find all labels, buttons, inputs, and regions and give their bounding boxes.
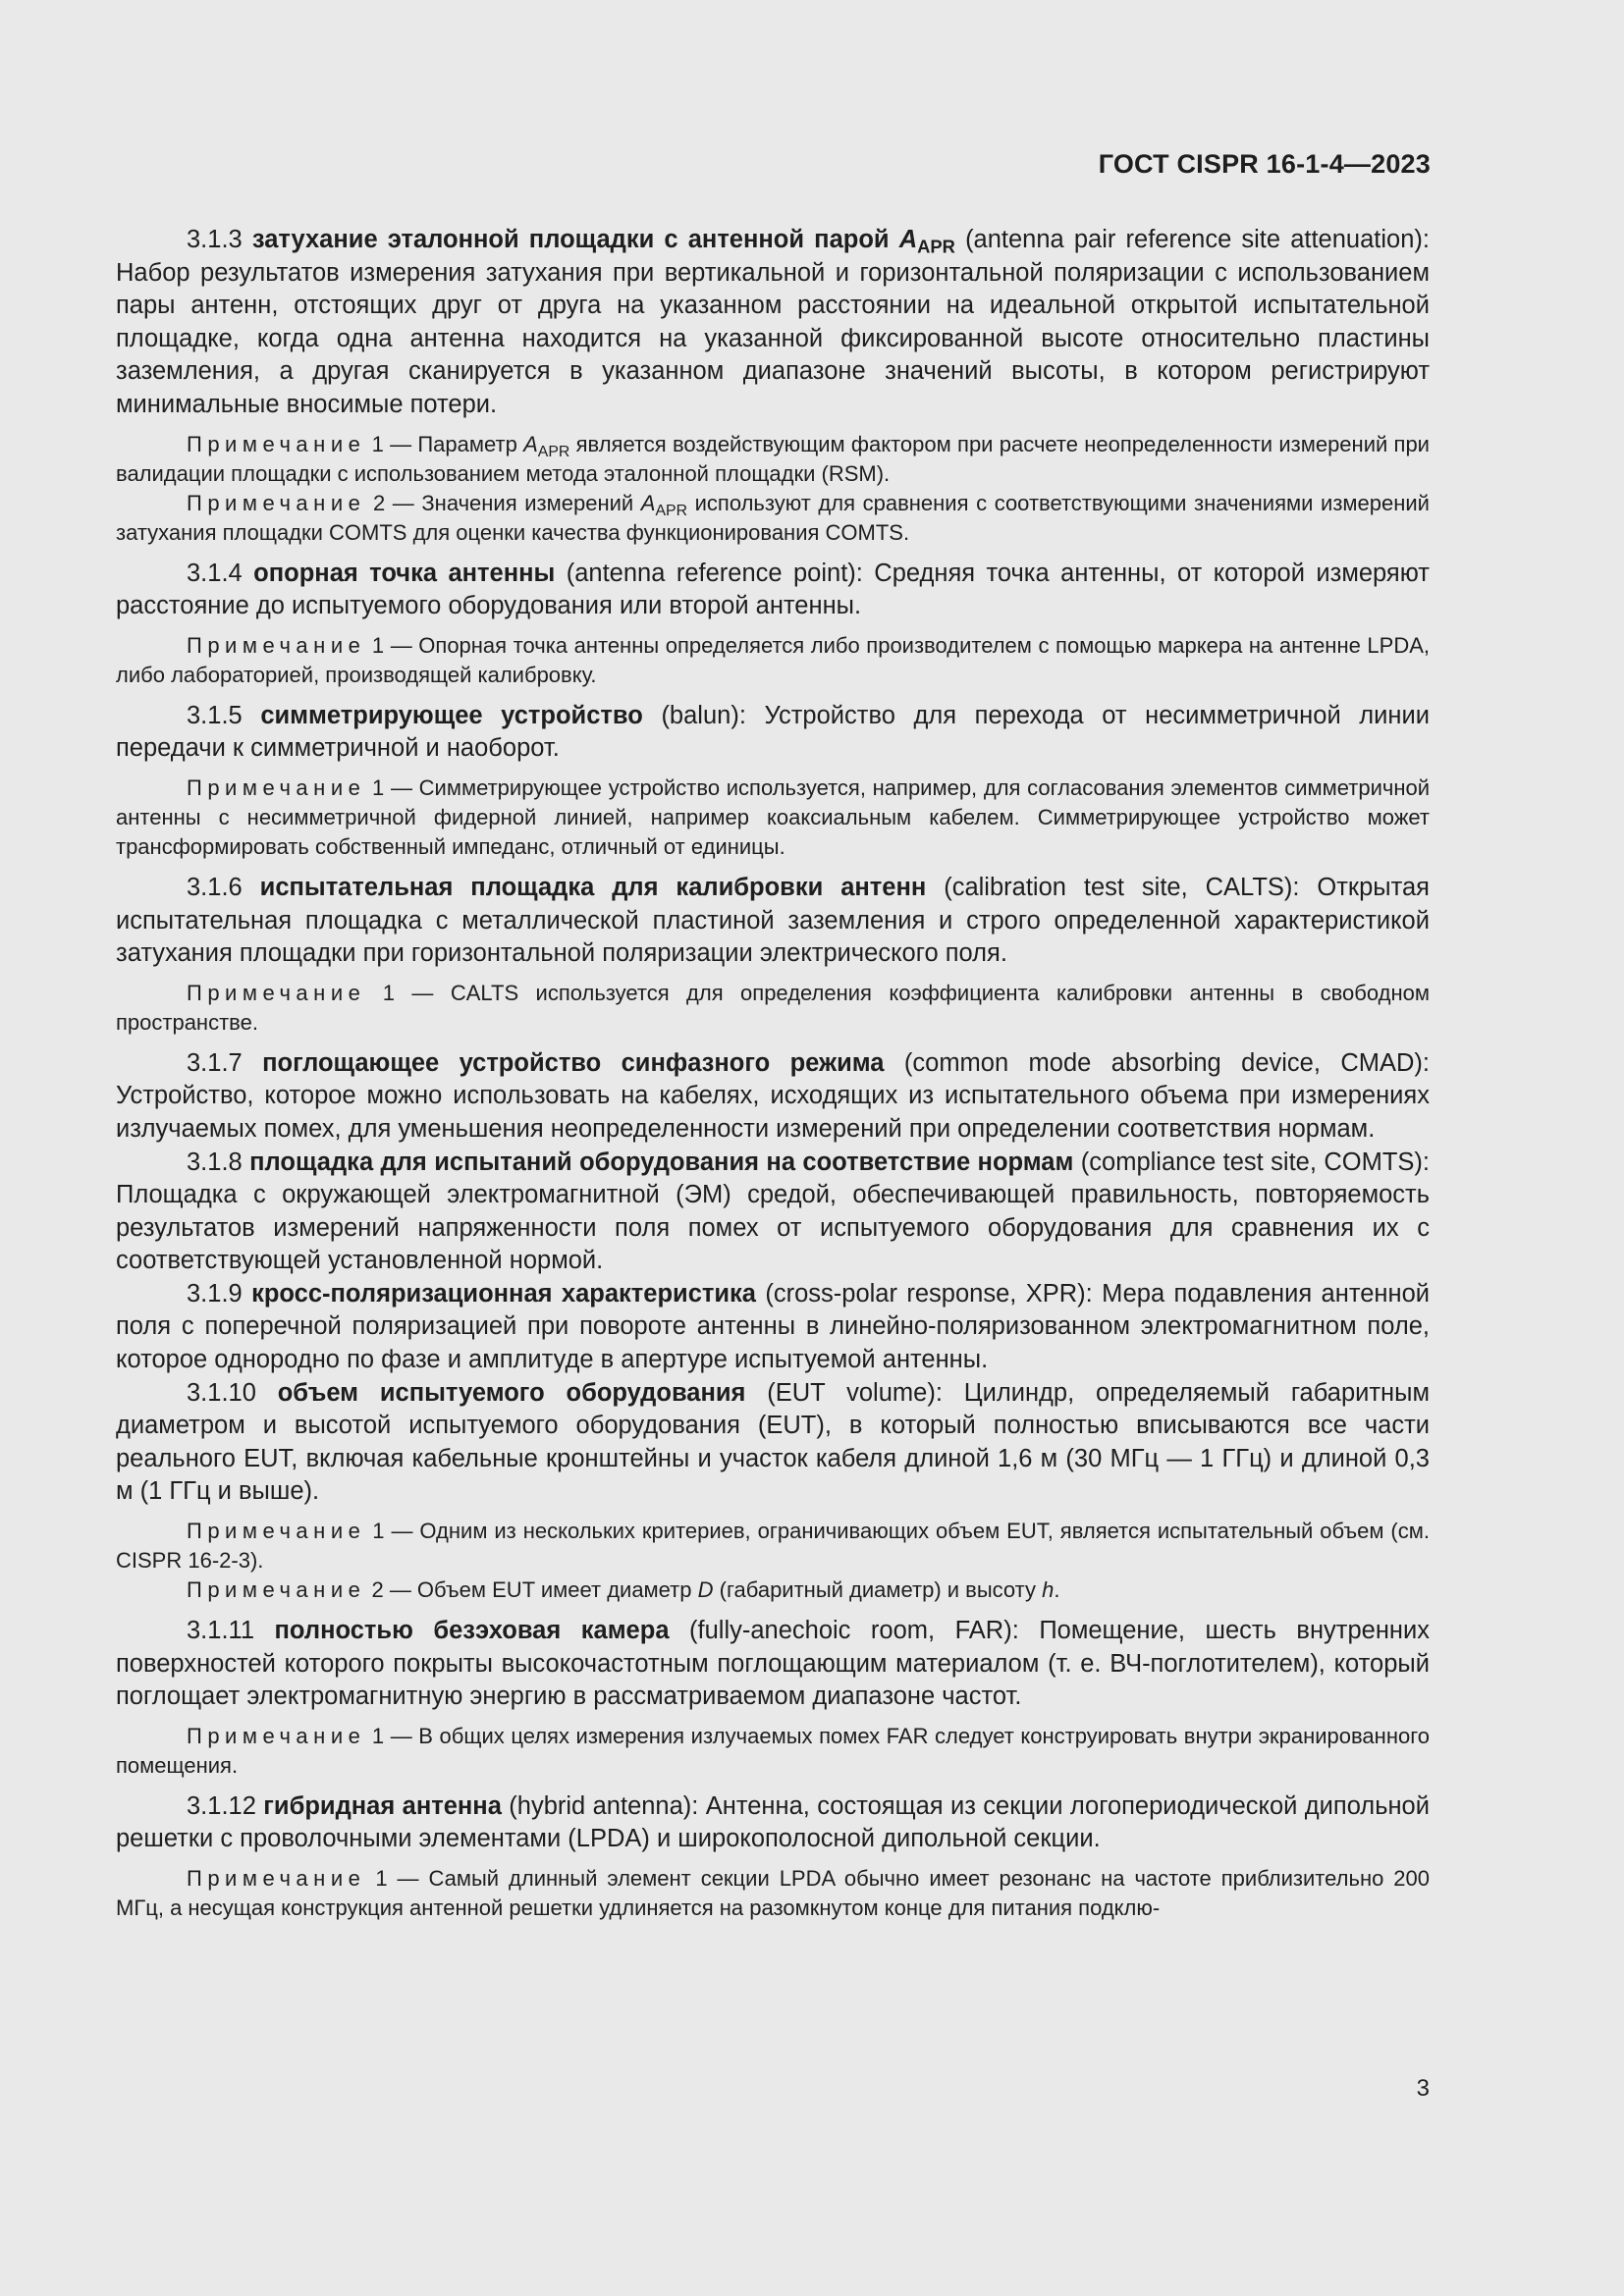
- clause-number: 3.1.11: [187, 1617, 255, 1645]
- clause-number: 3.1.7: [187, 1048, 243, 1077]
- clause-3-1-7: [116, 1047, 1430, 1147]
- clause-3-1-5: [116, 700, 1430, 766]
- term-title: гибридная антенна: [263, 1791, 502, 1820]
- note-label: Примечание: [187, 1723, 366, 1748]
- term-definition: (common mode absorbing device, CMAD): Устройство, которое можно использовать на кабелях, исходящих из испытательного объема при измерениях излучаемых помех, для уменьшения неопределенности измерений при определении соответствия нормам.: [116, 1048, 1430, 1143]
- symbol-h: h: [1042, 1577, 1055, 1603]
- term-definition: (EUT volume): Цилиндр, определяемый габаритным диаметром и высотой испытуемого оборудования (EUT), в который полностью вписываются все части реального EUT, включая кабельные кронштейны и участок кабеля длиной 1,6 м (30 МГц — 1 ГГц) и длиной 0,3 м (1 ГГц и выше).: [116, 1378, 1430, 1506]
- note-3-1-10-1: Примечание 1 — Одним из нескольких критериев, ограничивающих объем EUT, является испытательный объем (см. CISPR 16-2-3).: [116, 1519, 1430, 1574]
- term-title: площадка для испытаний оборудования на соответствие нормам: [249, 1148, 1074, 1176]
- term-title: затухание эталонной площадки с антенной парой: [251, 226, 890, 253]
- term-title: опорная точка антенны: [253, 559, 556, 587]
- clause-3-1-3: [116, 224, 1430, 422]
- clause-3-1-6: [116, 872, 1430, 971]
- clause-number: 3.1.10: [187, 1378, 256, 1407]
- term-definition: (compliance test site, COMTS): Площадка с окружающей электромагнитной (ЭМ) средой, обеспечивающей правильность, повторяемость результатов измерений напряженности поля помех от испытуемого оборудования для сравнения их с соответствующей установленной нормой.: [116, 1148, 1431, 1275]
- note-3-1-4-1: Примечание 1 — Опорная точка антенны определяется либо производителем с помощью маркера на антенне LPDA, либо лабораторией, производящей калибровку.: [116, 632, 1430, 687]
- note-3-1-3-2: Примечание 2 — Значения измерений $A_{APR}$ используют для сравнения с соответствующими значениями измерений затухания площадки COMTS для оценки качества функционирования COMTS.: [116, 490, 1430, 545]
- clause-3-1-9: [116, 1278, 1430, 1377]
- clause-number: 3.1.4: [187, 559, 243, 587]
- clause-number: 3.1.9: [187, 1279, 243, 1308]
- note-3-1-3-1: Примечание 1 — Параметр $A_{APR}$ является воздействующим фактором при расчете неопределенности измерений при валидации площадки с использованием метода эталонной площадки (RSM).: [116, 431, 1430, 486]
- clause-number: 3.1.5: [187, 701, 243, 729]
- symbol-a-apr: $A_{APR}$: [898, 226, 955, 257]
- note-label: Примечание: [187, 980, 366, 1005]
- note-label: Примечание: [187, 431, 366, 456]
- clause-number: 3.1.6: [187, 873, 243, 901]
- page-number: 3: [1416, 2075, 1430, 2102]
- note-label: Примечание: [187, 1866, 366, 1891]
- symbol-d: D: [697, 1577, 714, 1603]
- symbol-a-apr: $A_{APR}$: [523, 431, 570, 460]
- note-label: Примечание: [187, 632, 366, 658]
- term-definition: (hybrid antenna): Антенна, состоящая из секции логопериодической дипольной решетки с проволочными элементами (LPDA) и широкополосной дипольной секции.: [116, 1791, 1430, 1853]
- term-definition: (balun): Устройство для перехода от несимметричной линии передачи к симметричной и наоборот.: [116, 701, 1430, 763]
- standard-header: ГОСТ CISPR 16-1-4—2023: [1098, 149, 1431, 179]
- term-definition: (cross-polar response, XPR): Мера подавления антенной поля с поперечной поляризацией при повороте антенны в линейно-поляризованном электромагнитном поле, которое однородно по фазе и амплитуде в апертуре испытуемой антенны.: [116, 1279, 1430, 1374]
- clause-3-1-8: [116, 1147, 1430, 1278]
- note-label: Примечание: [187, 1577, 366, 1603]
- term-title: поглощающее устройство синфазного режима: [262, 1048, 885, 1077]
- note-label: Примечание: [187, 1519, 366, 1544]
- note-3-1-11-1: Примечание 1 — В общих целях измерения излучаемых помех FAR следует конструировать внутри экранированного помещения.: [116, 1723, 1430, 1778]
- clause-number: 3.1.12: [187, 1791, 256, 1820]
- document-body: [116, 224, 1430, 1933]
- symbol-a-apr: $A_{APR}$: [640, 490, 688, 519]
- note-label: Примечание: [187, 774, 366, 800]
- term-definition: (antenna pair reference site attenuation): Набор результатов измерения затухания при вертикальной и горизонтальной поляризации с использованием пары антенн, отстоящих друг от друга на указанном расстоянии на идеальной открытой испытательной площадке, когда одна антенна находится на указанной фиксированной высоте относительно пластины заземления, а другая сканируется в указанном диапазоне значений высоты, в котором регистрируют минимальные вносимые потери.: [116, 226, 1430, 418]
- term-title: симметрирующее устройство: [260, 701, 643, 729]
- term-definition: (fully-anechoic room, FAR): Помещение, шесть внутренних поверхностей которого покрыты высокочастотным поглощающим материалом (т. е. ВЧ-поглотителем), который поглощает электромагнитную энергию в рассматриваемом диапазоне частот.: [116, 1617, 1430, 1711]
- note-3-1-6-1: Примечание 1 — CALTS используется для определения коэффициента калибровки антенны в свободном пространстве.: [116, 980, 1430, 1035]
- clause-number: 3.1.3: [187, 226, 243, 253]
- term-title: кросс-поляризационная характеристика: [251, 1279, 756, 1308]
- note-3-1-10-2: Примечание 2 — Объем EUT имеет диаметр D (габаритный диаметр) и высоту h.: [187, 1577, 1060, 1603]
- note-3-1-12-1: Примечание 1 — Самый длинный элемент секции LPDA обычно имеет резонанс на частоте приблизительно 200 МГц, а несущая конструкция антенной решетки удлиняется на разомкнутом конце для питания подклю-: [116, 1866, 1430, 1920]
- clause-3-1-4: [116, 558, 1430, 623]
- clause-number: 3.1.8: [187, 1148, 243, 1176]
- note-3-1-5-1: Примечание 1 — Симметрирующее устройство используется, например, для согласования элементов симметричной антенны с несимметричной фидерной линией, например коаксиальным кабелем. Симметрирующее устройство может трансформировать собственный импеданс, отличный от единицы.: [116, 774, 1430, 859]
- clause-3-1-12: [116, 1790, 1430, 1856]
- term-title: объем испытуемого оборудования: [277, 1378, 746, 1407]
- clause-3-1-11: [116, 1615, 1430, 1714]
- term-title: полностью безэховая камера: [274, 1617, 670, 1645]
- note-label: Примечание: [187, 490, 366, 515]
- term-title: испытательная площадка для калибровки антенн: [259, 873, 927, 901]
- term-definition: (calibration test site, CALTS): Открытая испытательная площадка с металлической пластиной заземления и строго определенной характеристикой затухания площадки при горизонтальной поляризации электрического поля.: [116, 873, 1430, 968]
- clause-3-1-10: [116, 1377, 1430, 1509]
- term-definition: (antenna reference point): Средняя точка антенны, от которой измеряют расстояние до испытуемого оборудования или второй антенны.: [116, 559, 1430, 620]
